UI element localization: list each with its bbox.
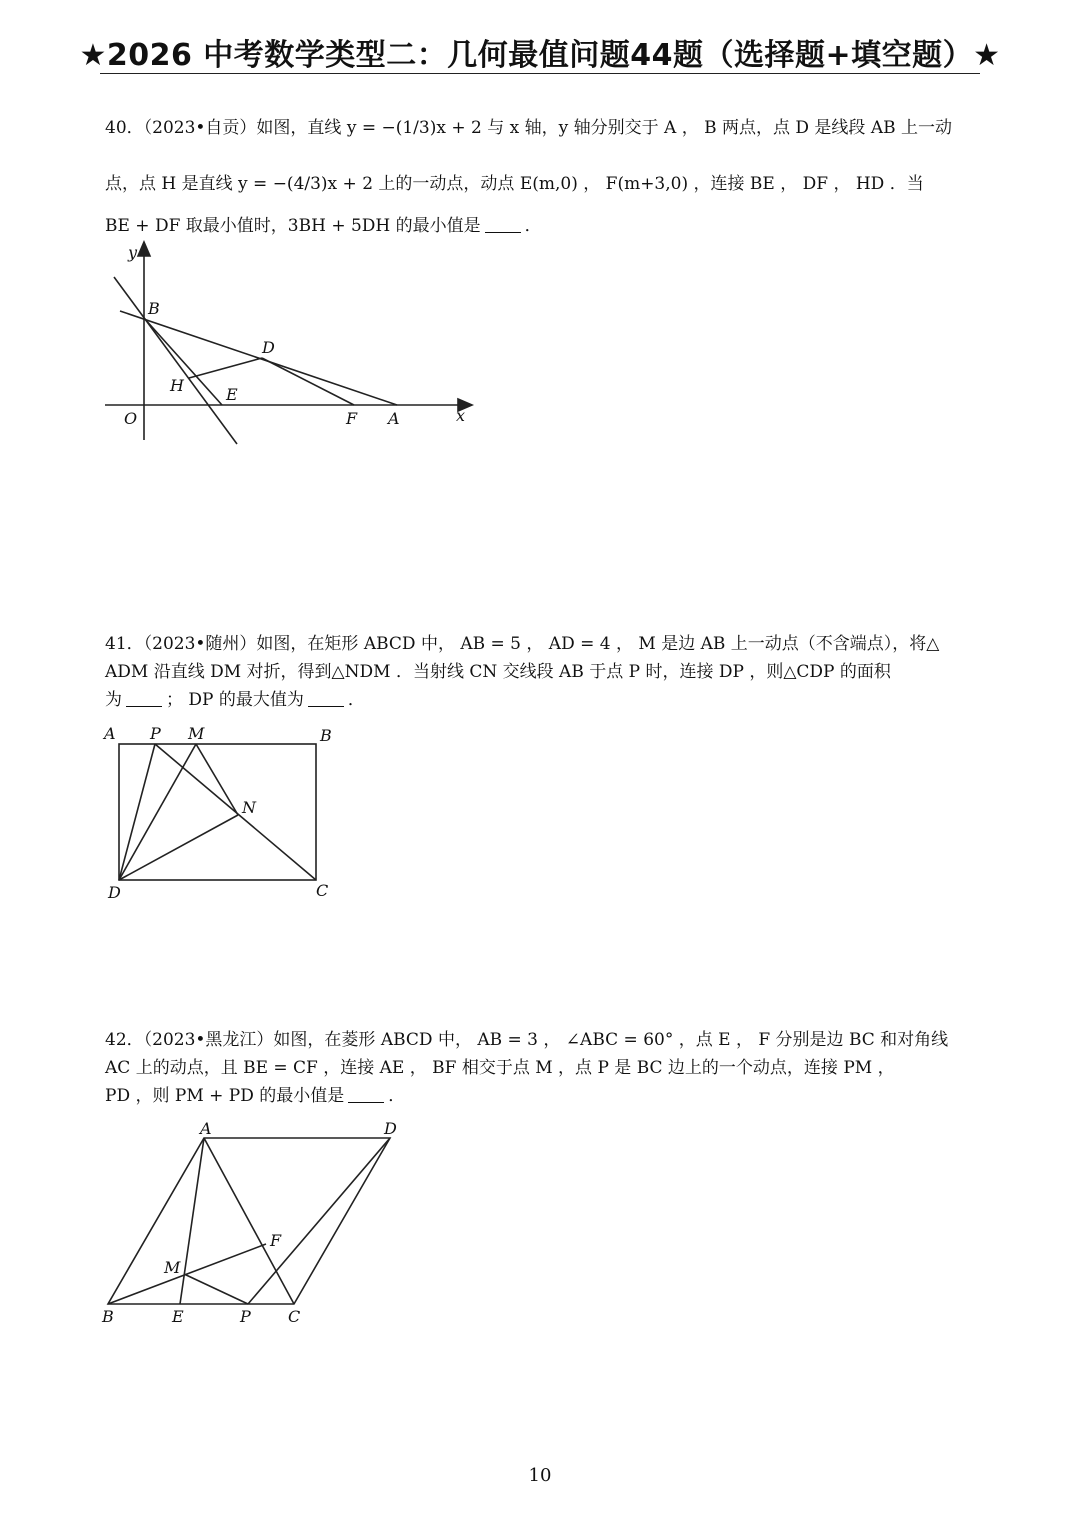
label-B: B	[102, 1307, 114, 1326]
segment-MN	[196, 744, 238, 815]
problem-41-line-2: ADM 沿直线 DM 对折，得到△NDM ．当射线 CN 交线段 AB 于点 P 时，连接 DP ，则△CDP 的面积	[105, 662, 891, 682]
problem-40	[105, 100, 985, 240]
problem-42-tail: ．	[388, 1086, 406, 1106]
label-E: E	[172, 1307, 184, 1326]
y-axis-arrow	[138, 242, 150, 256]
label-y: y	[128, 243, 138, 262]
label-B: B	[148, 299, 160, 318]
label-C: C	[316, 881, 329, 900]
problem-41-line-3	[105, 686, 985, 714]
problem-40-line-3	[105, 212, 985, 240]
problem-42	[105, 1026, 985, 1110]
label-D: D	[262, 338, 275, 357]
segment-PD	[248, 1138, 390, 1304]
problem-41-line-3-text: 为	[105, 690, 122, 710]
label-A: A	[200, 1119, 212, 1138]
label-N: N	[242, 798, 256, 817]
label-F: F	[270, 1231, 282, 1250]
label-M: M	[188, 724, 205, 743]
label-P: P	[240, 1307, 251, 1326]
answer-blank[interactable]	[485, 214, 521, 233]
label-A: A	[388, 409, 400, 428]
problem-42-diagram	[100, 1120, 410, 1330]
page-title: ★2026 中考数学类型二：几何最值问题44题（选择题+填空题）★	[79, 38, 1001, 73]
label-D: D	[384, 1119, 397, 1138]
problem-41-mid: ； DP 的最大值为	[166, 690, 304, 710]
rectangle-ABCD	[119, 744, 316, 880]
segment-HD	[189, 358, 262, 378]
label-C: C	[288, 1307, 301, 1326]
label-A: A	[104, 724, 116, 743]
label-B: B	[320, 726, 332, 745]
label-P: P	[150, 724, 161, 743]
problem-41-diagram	[100, 720, 350, 905]
label-H: H	[170, 376, 184, 395]
label-x: x	[456, 406, 466, 425]
label-F: F	[346, 409, 358, 428]
label-M: M	[164, 1258, 181, 1277]
problem-42-line-2: AC 上的动点，且 BE = CF ，连接 AE ， BF 相交于点 M ，点 P 是 BC 边上的一个动点，连接 PM ，	[105, 1058, 895, 1078]
problem-41	[105, 630, 985, 714]
answer-blank-area[interactable]	[126, 688, 162, 707]
problem-40-tail: ．	[524, 216, 542, 236]
problem-40-line-1: 40．（2023•自贡）如图，直线 y = −(1/3)x + 2 与 x 轴，y 轴分别交于 A ， B 两点，点 D 是线段 AB 上一动	[105, 118, 953, 138]
problem-40-diagram	[100, 240, 480, 450]
label-O: O	[124, 409, 138, 428]
problem-42-line-3-text: PD ，则 PM + PD 的最小值是	[105, 1086, 345, 1106]
line-AB	[120, 311, 397, 405]
segment-PM	[184, 1274, 248, 1304]
problem-41-line-1: 41．（2023•随州）如图，在矩形 ABCD 中， AB = 5 ， AD = 4 ， M 是边 AB 上一动点（不含端点），将△	[105, 634, 940, 654]
answer-blank-dp[interactable]	[308, 688, 344, 707]
problem-40-line-3-text: BE + DF 取最小值时，3BH + 5DH 的最小值是	[105, 216, 481, 236]
title-divider	[100, 73, 980, 74]
diagonal-AC	[204, 1138, 294, 1304]
problem-41-tail: ．	[347, 690, 365, 710]
problem-40-line-2: 点，点 H 是直线 y = −(4/3)x + 2 上的一动点，动点 E(m,0) ， F(m+3,0) ，连接 BE ， DF ， HD ．当	[105, 174, 924, 194]
label-E: E	[226, 385, 238, 404]
label-D: D	[108, 883, 121, 902]
problem-42-line-3	[105, 1082, 985, 1110]
answer-blank[interactable]	[348, 1084, 384, 1103]
segment-DP	[119, 744, 155, 880]
segment-AE	[180, 1138, 204, 1304]
page-number: 10	[528, 1465, 552, 1486]
segment-DF	[262, 358, 354, 405]
problem-42-line-1: 42．（2023•黑龙江）如图，在菱形 ABCD 中， AB = 3 ， ∠ABC = 60° ，点 E ， F 分别是边 BC 和对角线	[105, 1030, 949, 1050]
